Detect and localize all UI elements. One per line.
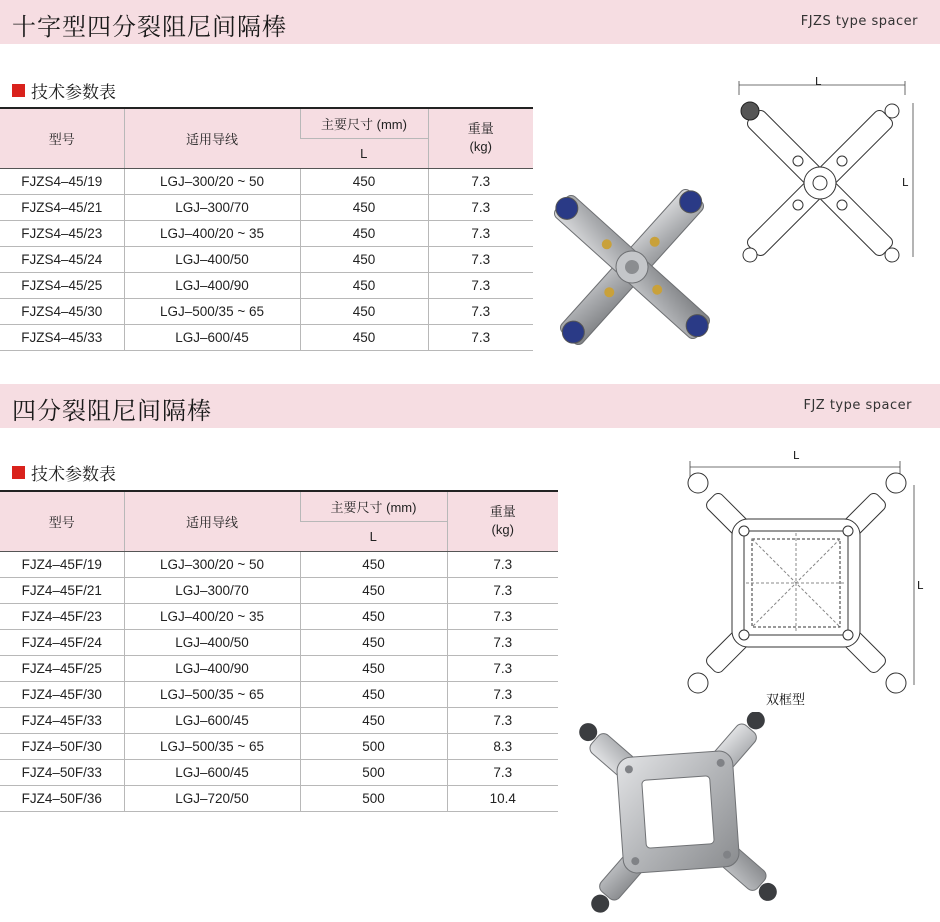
header-dimension: 主要尺寸 (mm)	[300, 491, 447, 521]
cell-length: 450	[300, 629, 447, 655]
header-dimension-l: L	[300, 521, 447, 551]
cell-weight: 7.3	[447, 577, 558, 603]
cell-weight: 7.3	[447, 655, 558, 681]
cell-conductor: LGJ–400/20 ~ 35	[124, 220, 300, 246]
cell-model: FJZ4–50F/36	[0, 785, 124, 811]
cell-model: FJZ4–50F/33	[0, 759, 124, 785]
red-square-icon	[12, 84, 25, 97]
cell-model: FJZ4–45F/25	[0, 655, 124, 681]
cell-model: FJZ4–45F/21	[0, 577, 124, 603]
cell-model: FJZS4–45/19	[0, 168, 124, 194]
section2-en-title: FJZ type spacer	[803, 398, 912, 413]
cell-model: FJZ4–45F/23	[0, 603, 124, 629]
table-row	[0, 168, 533, 194]
table-row	[0, 603, 558, 629]
cell-length: 500	[300, 785, 447, 811]
cell-model: FJZ4–50F/30	[0, 733, 124, 759]
cell-model: FJZS4–45/23	[0, 220, 124, 246]
cell-weight: 7.3	[428, 272, 533, 298]
header-weight: 重量 (kg)	[428, 108, 533, 168]
fjzs-dimension-label-side: L	[902, 176, 909, 189]
cell-model: FJZS4–45/21	[0, 194, 124, 220]
cell-model: FJZ4–45F/33	[0, 707, 124, 733]
cell-conductor: LGJ–300/70	[124, 577, 300, 603]
section2-subheading-text: 技术参数表	[31, 465, 116, 485]
fjzs-spacer-photo	[540, 175, 725, 360]
header-weight: 重量 (kg)	[447, 491, 558, 551]
fjz-dimension-label-side: L	[917, 579, 924, 592]
table-row	[0, 707, 558, 733]
section1-subheading-text: 技术参数表	[31, 83, 116, 103]
table-row	[0, 785, 558, 811]
cell-weight: 7.3	[428, 194, 533, 220]
cell-weight: 7.3	[447, 551, 558, 577]
cell-length: 450	[300, 168, 428, 194]
cell-conductor: LGJ–400/90	[124, 655, 300, 681]
section1-header	[0, 0, 940, 44]
cell-weight: 7.3	[447, 707, 558, 733]
cell-model: FJZS4–45/24	[0, 246, 124, 272]
header-dimension-l: L	[300, 138, 428, 168]
section1-spec-table	[0, 107, 533, 351]
cell-weight: 7.3	[428, 298, 533, 324]
cell-length: 450	[300, 194, 428, 220]
cell-model: FJZS4–45/30	[0, 298, 124, 324]
section2-spec-table	[0, 490, 558, 812]
cell-weight: 7.3	[428, 246, 533, 272]
table-row	[0, 298, 533, 324]
cell-conductor: LGJ–400/50	[124, 246, 300, 272]
cell-weight: 7.3	[428, 168, 533, 194]
cell-length: 450	[300, 220, 428, 246]
cell-conductor: LGJ–720/50	[124, 785, 300, 811]
section2-header	[0, 384, 940, 428]
cell-length: 450	[300, 551, 447, 577]
cell-model: FJZS4–45/33	[0, 324, 124, 350]
cell-length: 450	[300, 707, 447, 733]
cell-weight: 7.3	[447, 603, 558, 629]
section2-subheading	[12, 460, 116, 485]
cell-weight: 7.3	[428, 220, 533, 246]
cell-conductor: LGJ–300/20 ~ 50	[124, 551, 300, 577]
cell-length: 450	[300, 298, 428, 324]
red-square-icon	[12, 466, 25, 479]
table-row	[0, 246, 533, 272]
table-row	[0, 733, 558, 759]
cell-length: 450	[300, 681, 447, 707]
cell-conductor: LGJ–600/45	[124, 707, 300, 733]
cell-weight: 7.3	[428, 324, 533, 350]
cell-conductor: LGJ–600/45	[124, 324, 300, 350]
fjz-diagram-caption: 双框型	[766, 693, 806, 708]
table-row	[0, 194, 533, 220]
fjzs-spacer-drawing	[725, 75, 925, 275]
cell-weight: 7.3	[447, 629, 558, 655]
cell-length: 450	[300, 246, 428, 272]
header-model: 型号	[0, 108, 124, 168]
cell-conductor: LGJ–400/50	[124, 629, 300, 655]
table-row	[0, 681, 558, 707]
cell-model: FJZS4–45/25	[0, 272, 124, 298]
section1-subheading	[12, 78, 116, 103]
cell-length: 450	[300, 655, 447, 681]
table-row	[0, 629, 558, 655]
fjzs-dimension-label-top: L	[815, 75, 822, 88]
cell-model: FJZ4–45F/24	[0, 629, 124, 655]
cell-conductor: LGJ–400/90	[124, 272, 300, 298]
header-conductor: 适用导线	[124, 108, 300, 168]
table-row	[0, 655, 558, 681]
cell-weight: 7.3	[447, 681, 558, 707]
cell-weight: 10.4	[447, 785, 558, 811]
header-conductor: 适用导线	[124, 491, 300, 551]
table-row	[0, 577, 558, 603]
cell-length: 500	[300, 733, 447, 759]
cell-conductor: LGJ–500/35 ~ 65	[124, 298, 300, 324]
section2-title: 四分裂阻尼间隔棒	[12, 397, 212, 425]
header-dimension: 主要尺寸 (mm)	[300, 108, 428, 138]
cell-conductor: LGJ–600/45	[124, 759, 300, 785]
table-row	[0, 324, 533, 350]
cell-conductor: LGJ–300/20 ~ 50	[124, 168, 300, 194]
cell-conductor: LGJ–400/20 ~ 35	[124, 603, 300, 629]
cell-length: 450	[300, 603, 447, 629]
cell-model: FJZ4–45F/19	[0, 551, 124, 577]
table-row	[0, 272, 533, 298]
cell-length: 450	[300, 324, 428, 350]
section1-en-title: FJZS type spacer	[800, 14, 918, 29]
cell-length: 450	[300, 272, 428, 298]
fjz-spacer-photo	[578, 712, 778, 917]
section1-title: 十字型四分裂阻尼间隔棒	[12, 13, 287, 41]
header-model: 型号	[0, 491, 124, 551]
cell-weight: 7.3	[447, 759, 558, 785]
cell-length: 450	[300, 577, 447, 603]
table-row	[0, 220, 533, 246]
cell-length: 500	[300, 759, 447, 785]
cell-conductor: LGJ–500/35 ~ 65	[124, 733, 300, 759]
fjz-spacer-drawing	[668, 455, 930, 695]
cell-conductor: LGJ–500/35 ~ 65	[124, 681, 300, 707]
cell-conductor: LGJ–300/70	[124, 194, 300, 220]
table-row	[0, 759, 558, 785]
fjz-dimension-label-top: L	[793, 449, 800, 462]
cell-model: FJZ4–45F/30	[0, 681, 124, 707]
cell-weight: 8.3	[447, 733, 558, 759]
table-row	[0, 551, 558, 577]
